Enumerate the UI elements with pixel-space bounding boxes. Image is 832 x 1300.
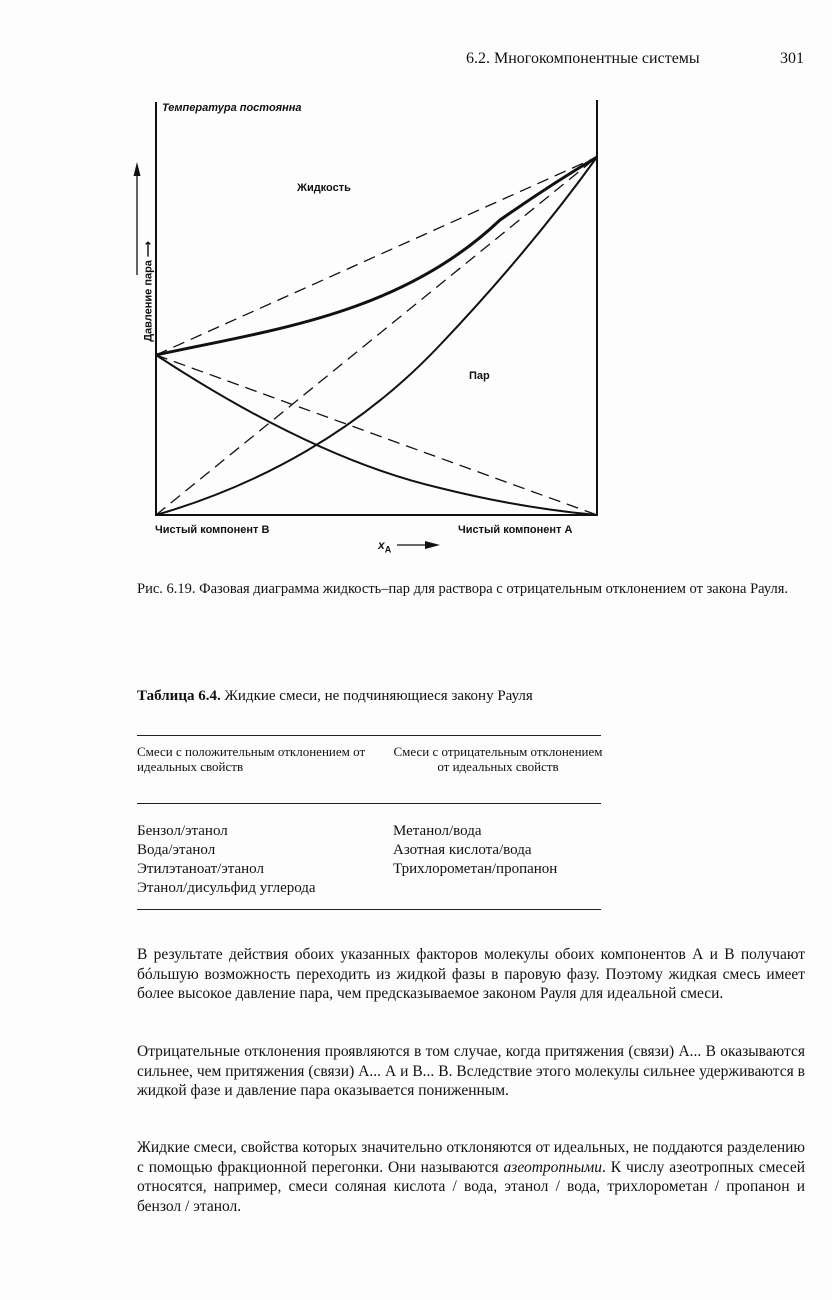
table-cell: Трихлорометан/пропанон: [393, 861, 558, 877]
table-header-rule: [137, 803, 601, 804]
paragraph-text: Жидкие смеси, свойства которых значительно отклоняются от идеальных, не поддаются разделению с помощью фракционной перегонки. Они называются: [137, 1139, 805, 1176]
x-axis-label: [378, 538, 391, 554]
ideal-partial-A-line: [156, 157, 597, 515]
table-cell: Азотная кислота/вода: [393, 842, 532, 858]
table-cell: Этилэтаноат/этанол: [137, 861, 264, 877]
liquid-region-label: Жидкость: [297, 182, 351, 194]
table-cell: Вода/этанол: [137, 842, 216, 858]
ideal-partial-B-line: [156, 355, 597, 515]
body-paragraph-3: [137, 1138, 805, 1216]
table-column-positive: [137, 822, 316, 898]
pure-component-b-label: Чистый компонент В: [155, 524, 270, 536]
body-paragraph-1: В результате действия обоих указанных факторов молекулы обоих компонентов А и В получают бóльшую возможность переходить из жидкой фазы в паровую фазу. Поэтому жидкая смесь имеет более высокое давление пара, чем предсказываемое законом Рауля для идеальной смеси.: [137, 946, 805, 1002]
vapor-region-label: Пар: [469, 370, 490, 382]
table-title-text: Жидкие смеси, не подчиняющиеся закону Рауля: [220, 688, 533, 704]
phase-diagram-plot: [120, 90, 640, 560]
italic-term: азеотропными: [503, 1158, 603, 1176]
page-number: 301: [780, 50, 804, 67]
y-axis-label-text: Давление пара ⟶: [142, 241, 155, 342]
table-cell: Этанол/дисульфид углерода: [137, 880, 316, 896]
table-header-negative: Смеси с отрицательным отклонением от идеальных свойств: [393, 744, 603, 774]
table-bottom-rule: [137, 909, 601, 910]
phase-diagram: [120, 90, 640, 560]
body-paragraph-2: Отрицательные отклонения проявляются в том случае, когда притяжения (связи) А... В оказываются сильнее, чем притяжения (связи) А... А и В... В. Вследствие этого молекулы сильнее удерживаются в жидкой фазе и давление пара оказывается пониженным.: [137, 1043, 805, 1099]
paragraph-text: . К числу азеотропных смесей относятся, например, смеси соляная кислота / вода, этанол / вода, трихлорометан / пропанон и бензол / этанол.: [137, 1158, 805, 1215]
x-axis-symbol: x: [378, 538, 385, 552]
table-cell: Бензол/этанол: [137, 823, 228, 839]
table-header-positive: Смеси с положительным отклонением от идеальных свойств: [137, 744, 366, 774]
running-header: 6.2. Многокомпонентные системы: [466, 50, 700, 67]
pure-component-a-label: Чистый компонент А: [458, 524, 573, 536]
table-top-rule: [137, 735, 601, 736]
table-column-negative: [393, 822, 557, 879]
y-axis-label: [142, 212, 155, 372]
table-title: [137, 688, 607, 705]
figure-caption: Рис. 6.19. Фазовая диаграмма жидкость–пар для раствора с отрицательным отклонением от закона Рауля.: [137, 581, 789, 597]
x-axis-subscript: A: [384, 544, 392, 555]
table-number: Таблица 6.4.: [137, 688, 221, 704]
y-axis-arrow-icon: [134, 162, 141, 176]
x-axis-arrow-icon: [425, 541, 440, 549]
temperature-note: Температура постоянна: [162, 102, 302, 114]
table-cell: Метанол/вода: [393, 823, 482, 839]
ideal-total-pressure-line: [156, 157, 597, 355]
